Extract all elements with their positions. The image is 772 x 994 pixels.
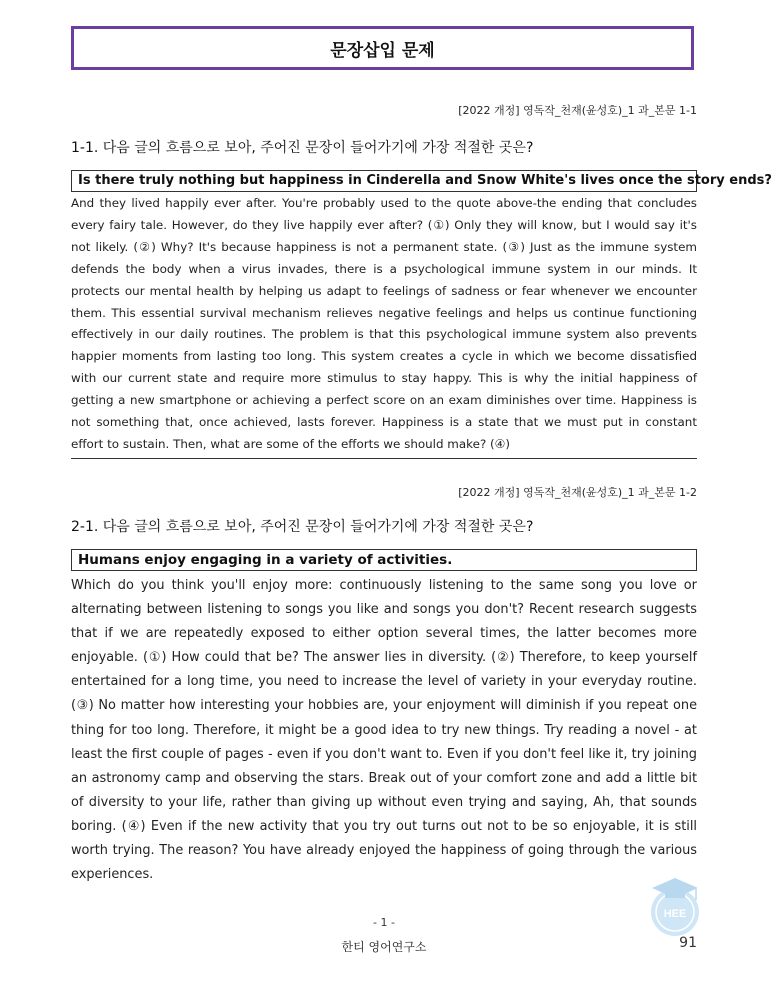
source-label-1: [2022 개정] 영독작_천재(윤성호)_1 과_본문 1-1 (458, 104, 697, 117)
graduation-cap-logo-icon (640, 872, 710, 942)
given-sentence-1: Is there truly nothing but happiness in Cinderella and Snow White's lives once the story ends? (71, 170, 697, 192)
page-title: 문장삽입 문제 (71, 26, 694, 70)
question-2: 2-1. 다음 글의 흐름으로 보아, 주어진 문장이 들어가기에 가장 적절한 곳은? (71, 519, 534, 535)
passage-2: Which do you think you'll enjoy more: continuously listening to the same song you love or alternating between listening to songs you like and songs you don't? Recent research suggests that if we are repeatedly exposed to either option several times, the latter becomes more enjoyable. (①) How could that be? The answer lies in diversity. (②) Therefore, to keep yourself entertained for a long time, you need to increase the level of variety in your everyday routine. (③) No matter how interesting your hobbies are, your enjoyment will diminish if you repeat one thing for too long. Therefore, it might be a good idea to try new things. Try reading a novel - at least the first couple of pages - even if you don't want to. Even if you don't feel like it, try joining an astronomy camp and observing the stars. Break out of your comfort zone and add a little bit of diversity to your life, rather than giving up without even trying and saying, Ah, that sounds boring. (④) Even if the new activity that you try out turns out not to be so enjoyable, it is still worth trying. The reason? You have already enjoyed the happiness of going through the various experiences. (71, 578, 697, 883)
question-1: 1-1. 다음 글의 흐름으로 보아, 주어진 문장이 들어가기에 가장 적절한 곳은? (71, 140, 534, 156)
page-number: 91 (679, 935, 697, 951)
page-label: - 1 - (373, 916, 395, 929)
source-label-2: [2022 개정] 영독작_천재(윤성호)_1 과_본문 1-2 (458, 486, 697, 499)
section-divider (71, 458, 697, 459)
institute-name: 한티 영어연구소 (341, 940, 427, 954)
given-sentence-2: Humans enjoy engaging in a variety of activities. (71, 549, 697, 571)
logo-text: HEE (663, 908, 687, 920)
passage-1: And they lived happily ever after. You're probably used to the quote above-the ending that concludes every fairy tale. However, do they live happily ever after? (①) Only they will know, but I would say it's not likely. (②) Why? It's because happiness is not a permanent state. (③) Just as the immune system defends the body when a virus invades, there is a psychological immune system in our minds. It protects our mental health by helping us adapt to feelings of sadness or fear whenever we encounter them. This essential survival mechanism relieves negative feelings and helps us continue functioning effectively in our daily routines. The problem is that this psychological immune system also prevents happier moments from lasting too long. This system creates a cycle in which we become dissatisfied with our current state and require more stimulus to stay happy. This is why the initial happiness of getting a new smartphone or achieving a perfect score on an exam diminishes over time. Happiness is not something that, once achieved, lasts forever. Happiness is a state that we must put in constant effort to sustain. Then, what are some of the efforts we should make? (④) (71, 196, 697, 451)
